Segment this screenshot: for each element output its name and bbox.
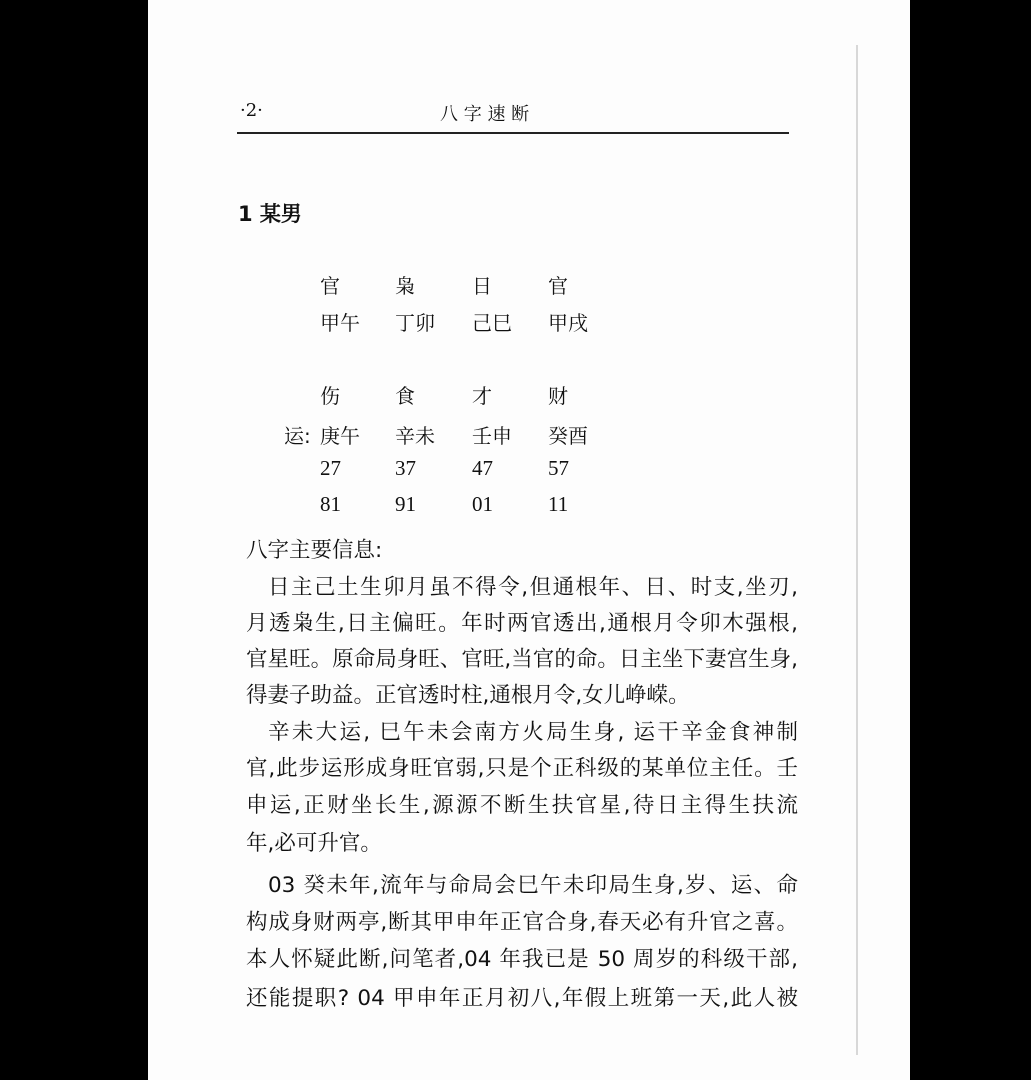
text-line: 本人怀疑此断,问笔者,04 年我已是 50 周岁的科级干部, <box>246 947 798 972</box>
luck-age: 27 <box>320 456 341 480</box>
luck-pillar: 癸酉 <box>548 424 588 448</box>
luck-ten-god: 才 <box>472 384 492 408</box>
text-line: 日主己土生卯月虽不得令,但通根年、日、时支,坐刃, <box>268 575 798 600</box>
pillar: 己巳 <box>472 311 512 335</box>
page-number: ·2· <box>240 100 263 121</box>
luck-pillar: 壬申 <box>472 424 512 448</box>
text-line: 官星旺。原命局身旺、官旺,当官的命。日主坐下妻宫生身, <box>246 647 798 672</box>
luck-ten-god: 财 <box>548 384 568 408</box>
luck-label: 运: <box>284 424 311 448</box>
text-line: 还能提职? 04 甲申年正月初八,年假上班第一天,此人被 <box>246 986 798 1011</box>
luck-pillar: 庚午 <box>320 424 360 448</box>
text-line: 辛未大运, 巳午未会南方火局生身, 运干辛金食神制 <box>268 720 798 745</box>
luck-year: 01 <box>472 492 493 516</box>
luck-age: 47 <box>472 456 493 480</box>
luck-year: 11 <box>548 492 569 516</box>
ten-god: 官 <box>320 274 340 298</box>
text-line: 官,此步运形成身旺官弱,只是个正科级的某单位主任。壬 <box>246 756 798 781</box>
text-line: 构成身财两亭,断其甲申年正官合身,春天必有升官之喜。 <box>246 910 798 935</box>
page-edge-shadow <box>856 45 858 1055</box>
body-heading: 八字主要信息: <box>246 538 383 563</box>
luck-year: 81 <box>320 492 341 516</box>
text-line: 03 癸未年,流年与命局会巳午未印局生身,岁、运、命 <box>268 873 798 898</box>
pillar: 丁卯 <box>395 311 435 335</box>
pillar: 甲午 <box>320 311 360 335</box>
luck-ten-god: 伤 <box>320 384 340 408</box>
text-line: 月透枭生,日主偏旺。年时两官透出,通根月令卯木强根, <box>246 611 798 636</box>
text-line: 年,必可升官。 <box>246 831 382 856</box>
luck-pillar: 辛未 <box>395 424 435 448</box>
luck-age: 57 <box>548 456 569 480</box>
ten-god: 日 <box>472 274 492 298</box>
pillar: 甲戌 <box>548 311 588 335</box>
ten-god: 枭 <box>395 274 415 298</box>
luck-age: 37 <box>395 456 416 480</box>
header-rule <box>237 132 789 134</box>
ten-god: 官 <box>548 274 568 298</box>
running-title: 八 字 速 断 <box>440 104 530 125</box>
luck-year: 91 <box>395 492 416 516</box>
luck-ten-god: 食 <box>395 384 415 408</box>
section-title: 1 某男 <box>238 202 302 226</box>
book-page <box>148 0 910 1080</box>
text-line: 得妻子助益。正官透时柱,通根月令,女儿峥嵘。 <box>246 683 690 708</box>
text-line: 申运,正财坐长生,源源不断生扶官星,待日主得生扶流 <box>246 793 798 818</box>
